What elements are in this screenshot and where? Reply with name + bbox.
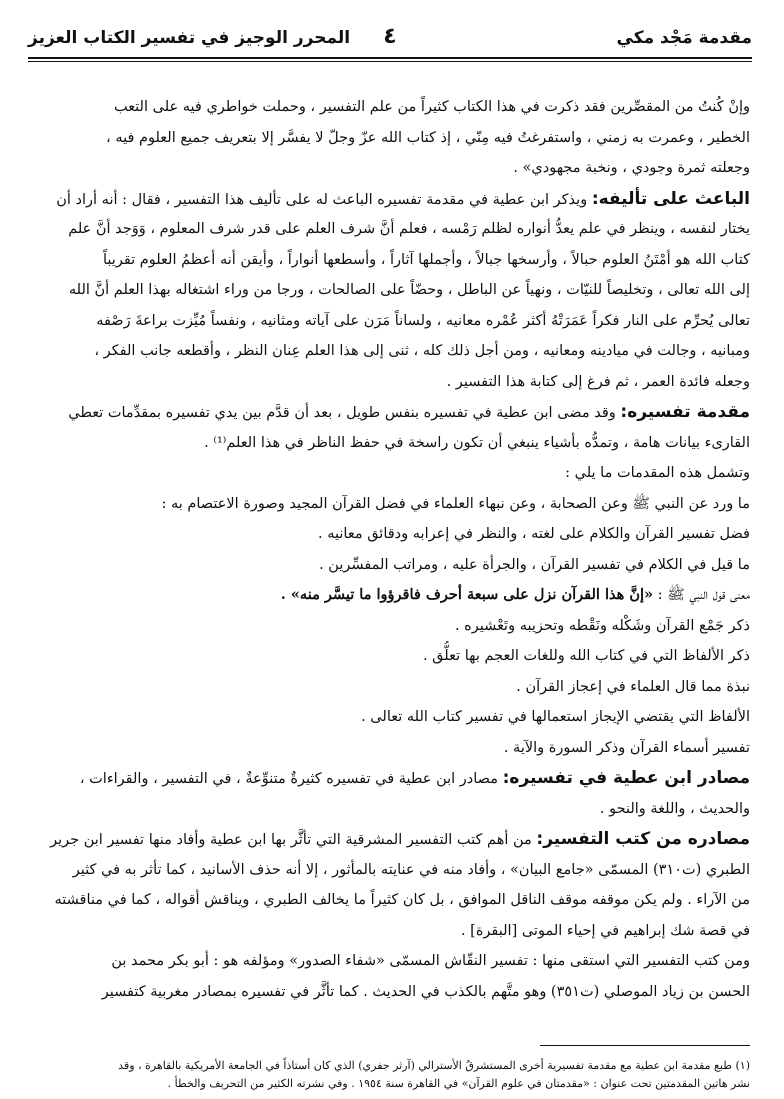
sources-heading: مصادر ابن عطية في تفسيره: [502,768,750,788]
text-line: والحديث ، واللغة والنحو . [599,800,750,817]
sources-line [42,763,750,794]
text-line: تعالى يُحرِّم على النار فكراً عَمَرَتْهُ أكثر عُمْره معانيه ، ولساناً مَرَن على آياته ومثانيه ، ونفساً مُيِّزت براعةَ رَصْفه [96,312,750,329]
page-number: ٤ [383,24,397,49]
text-line: ومبانيه ، وجالت في ميادينه ومعانيه ، ومن أجل ذلك كله ، ثنى إلى هذا العلم عِنان النظر ، وأقطعه جانب الفكر ، [94,343,750,359]
header-author: مقدمة مَجْد مكي [616,28,752,48]
text-line: وتشمل هذه المقدمات ما يلي : [565,465,750,481]
list-item-hadith [42,580,750,611]
footnote-line: (١) طبع مقدمة ابن عطية مع مقدمة تفسيرية أخرى المستشرقُ الأسترالي (آرثر جفري) الذي كان أستاذاً في الجامعة الأمريكية بالقاهرة ، وقد [118,1059,750,1072]
list-item: ما قيل في الكلام في تفسير القرآن ، والجرأة عليه ، ومراتب المفسِّرين . [319,556,750,573]
header-rule-thin [28,61,752,62]
footnotes [42,1057,750,1093]
list-item: الألفاظ التي يقتضي الإيجاز استعمالها في تفسير كتاب الله تعالى . [361,709,750,725]
text-line: وجعله فائدة العمر ، ثم فرغ إلى كتابة هذا التفسير . [446,373,750,390]
hadith-quote: «إنَّ هذا القرآن نزل على سبعة أحرف فاقرؤوا ما تيسَّر منه» . [280,586,654,603]
text-line: من الآراء . ولم يكن موقفه موقف الناقل الموافق ، بل كان كثيراً ما يخالف الطبري ، ويناقش أقواله ، كما في مناقشته [54,892,750,908]
books-heading: مصادره من كتب التفسير: [536,829,750,849]
text-line: كتاب الله هو أمْتَنُ العلوم حبالاً ، وأرسخها جبالاً ، وأجملها آثاراً ، وأسطعها أنواراً ، وأيقن أنه أعظمُ العلوم تقريباً [102,251,750,268]
list-item: نبذة مما قال العلماء في إعجاز القرآن . [516,678,750,695]
sources-text: مصادر ابن عطية في تفسيره كثيرةٌ متنوِّعةٌ ، في التفسير ، والقراءات ، [79,771,503,787]
motive-heading: الباعث على تأليفه: [591,188,750,209]
text-line: يختار لنفسه ، وينظر في علم يعدُّ أنواره لظلم رَمْسه ، فعلم أنَّ شرف العلم على قدر شرف المعلوم ، وَوَجد أنَّ علم [68,221,750,237]
books-line [42,824,750,855]
intro-heading: مقدمة تفسيره: [620,402,750,422]
text-line: في قصة شك إبراهيم في إحياء الموتى [البقرة] . [460,922,750,939]
hadith-prefix: معنى قول النبي ﷺ : [653,587,750,603]
header-book-title: المحرر الوجيز في تفسير الكتاب العزيز [28,28,351,48]
main-text [42,92,750,1007]
text-line: وجعلته ثمرة وجودي ، ونخبة مجهودي» . [513,160,750,176]
list-item: ما ورد عن النبي ﷺ وعن الصحابة ، وعن نبهاء العلماء في فضل القرآن المجيد وصورة الاعتصام به : [161,495,750,512]
text-line: إلى الله تعالى ، وتخليصاً للنيّات ، ونهياً عن الباطل ، وحضّاً على الصالحات ، ورجا من وراء اشتغاله بهذا العلم أنَّ الله [68,282,750,298]
text-line: الحسن بن زياد الموصلي (ت٣٥١) وهو متَّهم بالكذب في الحديث . كما تأثَّر في تفسيره بمصادر مغربية كتفسير [101,983,750,1000]
text-line: الخطير ، وعمرت به زمني ، واستفرغتُ فيه مِنّي ، إذ كتاب الله عزّ وجلّ لا يفسَّر إلا بتعريف جميع العلوم فيه ، [106,129,750,146]
list-item: ذكر جَمْع القرآن وشَكْله ونَقْطه وتحزيبه وتَعْشيره . [454,617,750,634]
list-item: ذكر الألفاظ التي في كتاب الله وللغات العجم بها تعلُّق . [422,648,750,664]
text-line: القارىء بيانات هامة ، وتمدُّه بأشياء ينبغي أن تكون راسخة في حفظ الناظر في هذا العلم⁽¹⁾ . [204,434,750,451]
header-rule [28,57,752,59]
text-line: ومن كتب التفسير التي استقى منها : تفسير النقّاش المسمّى «شفاء الصدور» ومؤلفه هو : أبو بكر محمد بن [111,953,750,969]
intro-line [42,397,750,428]
motive-text: ويذكر ابن عطية في مقدمة تفسيره الباعث له على تأليف هذا التفسير ، فقال : أنه أراد أن [56,191,592,208]
list-item: تفسير أسماء القرآن وذكر السورة والآية . [503,739,750,756]
footnote-rule [540,1045,750,1046]
running-header [28,22,752,56]
books-text: من أهم كتب التفسير المشرقية التي تأثَّر بها ابن عطية وأفاد منها تفسير ابن جرير [50,832,537,848]
text-line: وإنْ كُنتُ من المقصِّرين فقد ذكرت في هذا الكتاب كثيراً من علم التفسير ، وحملت خواطري فيه على التعب [113,99,750,115]
motive-line [42,184,750,215]
footnote-line: نشر هاتين المقدمتين تحت عنوان : «مقدمتان في علوم القرآن» في القاهرة سنة ١٩٥٤ . وفي نشرته الكثير من التحريف والخطأ . [167,1077,750,1090]
list-item: فضل تفسير القرآن والكلام على لغته ، والنظر في إعرابه ودقائق معانيه . [318,526,750,542]
text-line: الطبري (ت٣١٠) المسمّى «جامع البيان» ، وأفاد منه في عنايته بالمأثور ، إلا أنه حذف الأسانيد ، كما تأثر به في كثير [72,861,750,878]
intro-text: وقد مضى ابن عطية في تفسيره بنفس طويل ، بعد أن قدَّم بين يدي تفسيره بمقدِّمات تعطي [68,405,621,421]
